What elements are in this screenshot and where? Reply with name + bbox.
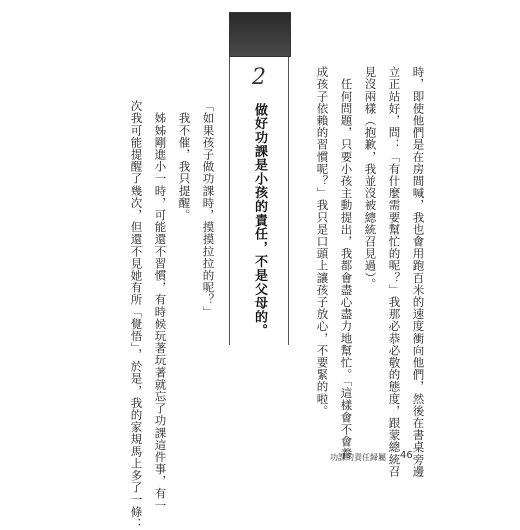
body-column-3: 見沒兩樣（抱歉，我並沒被總統召見過）。 xyxy=(363,66,378,291)
left-column-2: 我不催，我只提醒。 xyxy=(177,100,192,221)
left-column-3: 姊姊剛進小一時，可能還不習慣，有時候玩著玩著就忘了功課這件事，有一 xyxy=(153,100,168,512)
chapter-header-shade xyxy=(229,12,291,57)
chapter-box xyxy=(229,55,289,345)
running-title: 功課的責任歸屬 xyxy=(330,453,386,462)
body-column-5: 成孩子依賴的習慣呢？」我只是口頭上讓孩子放心，不要緊的啦。 xyxy=(315,66,330,417)
body-column-1: 時，即使他們是在房間喊，我也會用跑百米的速度衝向他們，然後在書桌旁邊 xyxy=(411,66,426,478)
body-column-4: 任何問題，只要小孩主動提出，我都會盡心盡力地幫忙。「這樣會不會養 xyxy=(339,66,354,460)
chapter-title: 做好功課是小孩的責任，不是父母的。 xyxy=(252,103,267,338)
left-column-1: 「如果孩子做功課時，摸摸拉拉的呢？」 xyxy=(201,100,216,318)
page-number: 46 xyxy=(400,450,413,461)
body-column-2: 立正站好，問：「有什麼需要幫忙的呢？」我那必恭必敬的態度，跟蒙總統召 xyxy=(387,66,402,478)
left-column-4: 次我可能提醒了幾次，但還不見她有所「覺悟」，於是，我的家規馬上多了一條： xyxy=(129,100,144,530)
chapter-number: 2 xyxy=(252,65,266,90)
